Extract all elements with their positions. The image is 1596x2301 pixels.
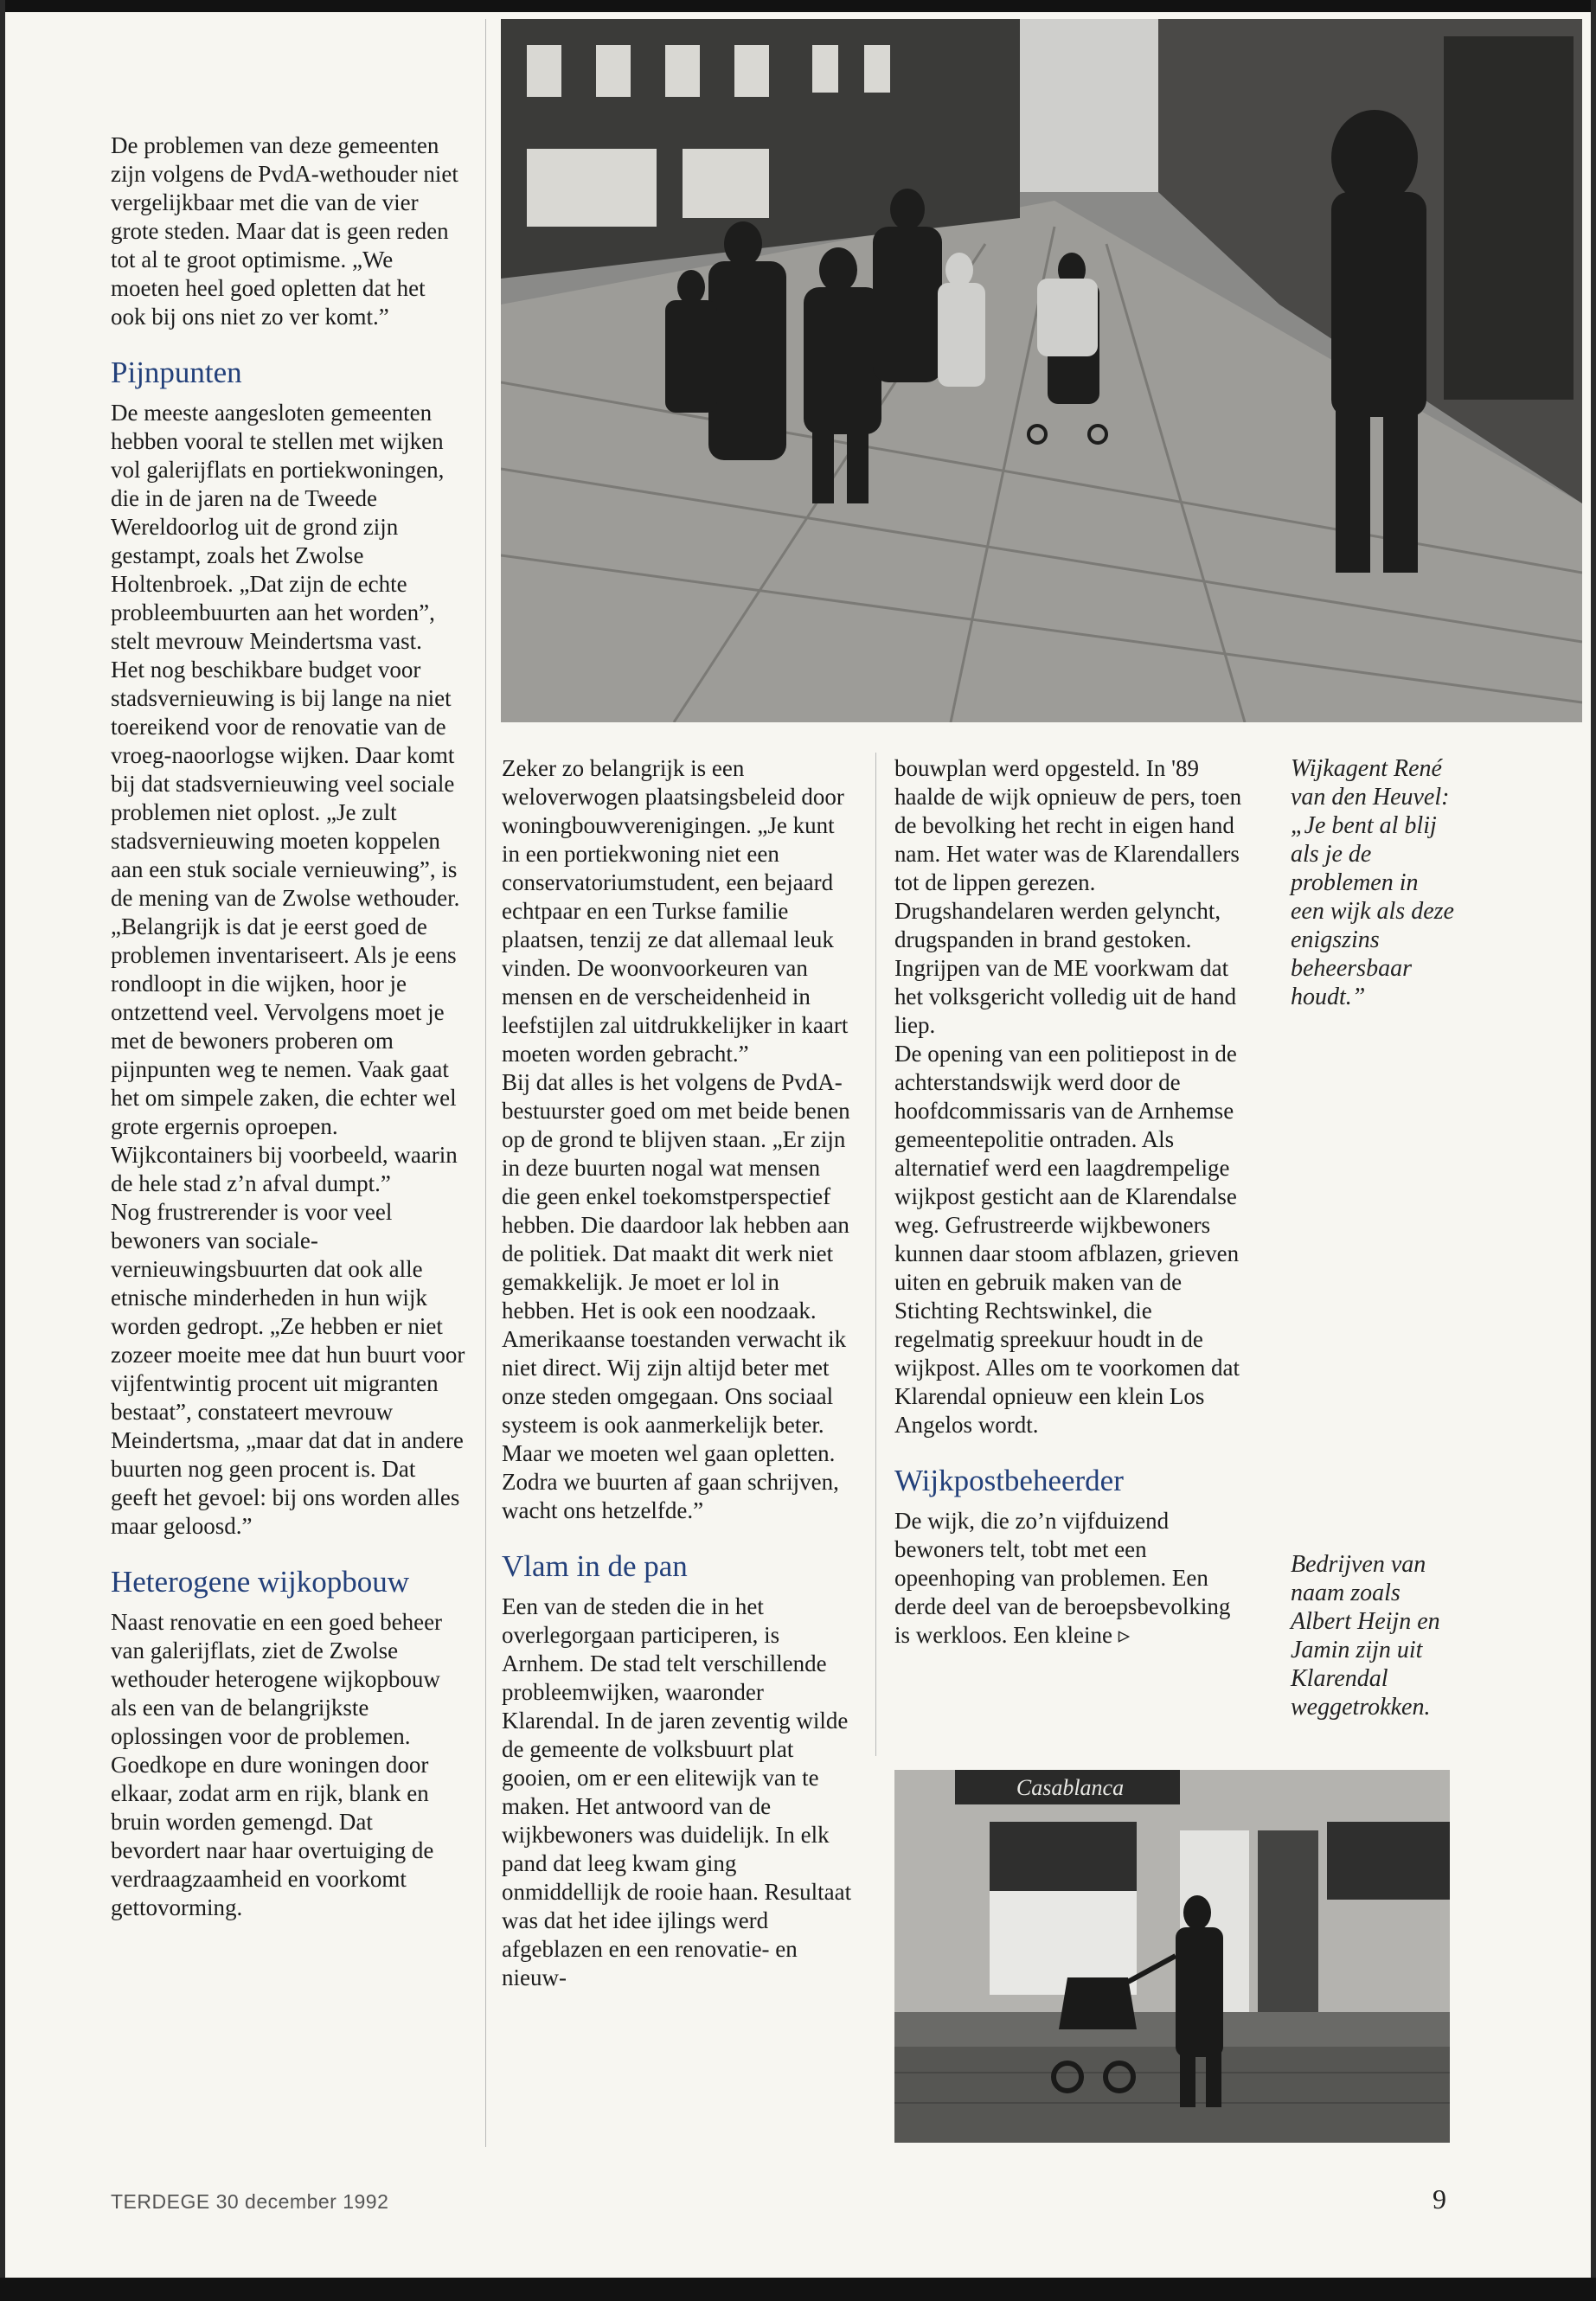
paragraph: bouwplan werd opgesteld. In '89 haalde de wijk opnieuw de pers, toen de bevolking het recht in eigen hand nam. Het water was de Klarendallers tot de lippen gerezen. Drugshandelaren werden gelyncht, drugspanden in brand gestoken. Ingrijpen van de ME voorkwam dat het volksgericht volledig uit de hand liep. bbox=[894, 755, 1242, 1038]
photo-caption-top: Wijkagent René van den Heuvel: „Je bent al blij als je de problemen in een wijk als deze enigszins beheersbaar houdt.” bbox=[1291, 755, 1454, 1010]
publication-footer: TERDEGE 30 december 1992 bbox=[111, 2190, 389, 2213]
heading-pijnpunten: Pijnpunten bbox=[111, 356, 242, 389]
paragraph: Naast renovatie en een goed beheer van galerijflats, ziet de Zwolse wethouder heterogene wijkopbouw als een van de belangrijkste oplossingen voor de problemen. Goedkope en dure woningen door elkaar, zodat arm en rijk, blank en bruin worden gemengd. Dat bevordert naar haar overtuiging de verdraagzaamheid en voorkomt gettovorming. bbox=[111, 1609, 443, 1920]
heading-wijkpostbeheerder: Wijkpostbeheerder bbox=[894, 1464, 1124, 1497]
paragraph: De opening van een politiepost in de achterstandswijk werd door de hoofdcommissaris van de Arnhemse gemeentepolitie ontraden. Als alternatief werd een laagdrempelige wijkpost gesticht aan de Klarendalse weg. Gefrustreerde wijkbewoners kunnen daar stoom afblazen, grieven uiten en gebruik maken van de Stichting Rechtswinkel, die regelmatig spreekuur houdt in de wijkpost. Alles om te voorkomen dat Klarendal opnieuw een klein Los Angelos wordt. bbox=[894, 1041, 1240, 1438]
storefront-photo bbox=[894, 1770, 1450, 2143]
paragraph: Een van de steden die in het overlegorgaan participeren, is Arnhem. De stad telt verschillende probleemwijken, waaronder Klarendal. In de jaren zeventig wilde de gemeente de volksbuurt plat gooien, om er een elitewijk van te maken. Het antwoord van de wijkbewoners was duidelijk. In elk pand dat leeg kwam ging onmiddellijk de rooie haan. Resultaat was dat het idee ijlings werd afgeblazen en een renovatie- en nieuw- bbox=[502, 1593, 852, 1990]
heading-heterogene-wijkopbouw: Heterogene wijkopbouw bbox=[111, 1565, 410, 1599]
heading-vlam-in-de-pan: Vlam in de pan bbox=[502, 1549, 688, 1583]
casablanca-sign: Casablanca bbox=[1016, 1775, 1125, 1800]
paragraph: Zeker zo belangrijk is een weloverwogen plaatsingsbeleid door woningbouwverenigingen. „Je kunt in een portiekwoning niet een conservatoriumstudent, een bejaard echtpaar en een Turkse familie plaatsen, tenzij ze dat allemaal leuk vinden. De woonvoorkeuren van mensen en de verscheidenheid in leefstijlen zal uitdrukkelijker in kaart moeten worden gebracht.” bbox=[502, 755, 849, 1067]
page-number: 9 bbox=[1433, 2183, 1446, 2214]
street-photo bbox=[501, 19, 1582, 722]
paragraph: De wijk, die zo’n vijfduizend bewoners telt, tobt met een opeenhoping van problemen. Een derde deel van de beroepsbevolking is werkloos. Een kleine ▹ bbox=[894, 1508, 1231, 1648]
column-3 bbox=[894, 754, 1245, 1650]
paragraph: Het nog beschikbare budget voor stadsvernieuwing is bij lange na niet toereikend voor de renovatie van de vroeg-naoorlogse wijken. Daar komt bij dat stadsvernieuwing veel sociale problemen niet oplost. „Je zult stadsvernieuwing moeten koppelen aan een stuk sociale vernieuwing”, is de mening van de Zwolse wethouder. „Belangrijk is dat je eerst goed de problemen inventariseert. Als je eens rondloopt in die wijken, hoor je ontzettend veel. Vervolgens moet je met de bewoners proberen om pijnpunten weg te nemen. Vaak gaat het om simpele zaken, die echter wel grote ergernis oproepen. Wijkcontainers bij voorbeeld, waarin de hele stad z’n afval dumpt.” bbox=[111, 657, 460, 1196]
scan-border-bottom bbox=[0, 2278, 1596, 2301]
column-2 bbox=[502, 754, 852, 1992]
scan-border-right bbox=[1591, 0, 1596, 2301]
intro-paragraph: De problemen van deze gemeenten zijn volgens de PvdA-wethouder niet vergelijkbaar met die van de vier grote steden. Maar dat is geen reden tot al te groot optimisme. „We moeten heel goed opletten dat het ook bij ons niet zo ver komt.” bbox=[111, 132, 458, 330]
paragraph: Nog frustrerender is voor veel bewoners van sociale-vernieuwingsbuurten dat ook alle etnische minderheden in hun wijk worden gedropt. „Ze hebben er niet zozeer moeite mee dat hun buurt voor vijfentwintig procent uit migranten bestaat”, constateert mevrouw Meindertsma, „maar dat dat in andere buurten nog geen procent is. Dat geeft het gevoel: bij ons worden alles maar geloosd.” bbox=[111, 1199, 465, 1539]
photo-caption-bottom: Bedrijven van naam zoals Albert Heijn en Jamin zijn uit Klarendal weggetrokken. bbox=[1291, 1551, 1440, 1721]
scan-border-left bbox=[0, 0, 5, 2301]
scan-border-top bbox=[0, 0, 1596, 12]
paragraph: Bij dat alles is het volgens de PvdA-bestuurster goed om met beide benen op de grond te blijven staan. „Er zijn in deze buurten nogal wat mensen die geen enkel toekomstperspectief hebben. Die daardoor lak hebben aan de politiek. Dat maakt dit werk niet gemakkelijk. Je moet er lol in hebben. Het is ook een noodzaak. Amerikaanse toestanden verwacht ik niet direct. Wij zijn altijd beter met onze steden omgegaan. Ons sociaal systeem is ook aanmerkelijk beter. Maar we moeten wel gaan opletten. Zodra we buurten af gaan schrijven, wacht ons hetzelfde.” bbox=[502, 1069, 850, 1523]
paragraph: De meeste aangesloten gemeenten hebben vooral te stellen met wijken vol galerijflats en portiekwoningen, die in de jaren na de Tweede Wereldoorlog uit de grond zijn gestampt, zoals het Zwolse Holtenbroek. „Dat zijn de echte probleembuurten aan het worden”, stelt mevrouw Meindertsma vast. bbox=[111, 400, 445, 654]
column-rule bbox=[485, 19, 486, 2147]
column-1 bbox=[111, 131, 465, 1922]
column-rule bbox=[875, 753, 876, 1756]
